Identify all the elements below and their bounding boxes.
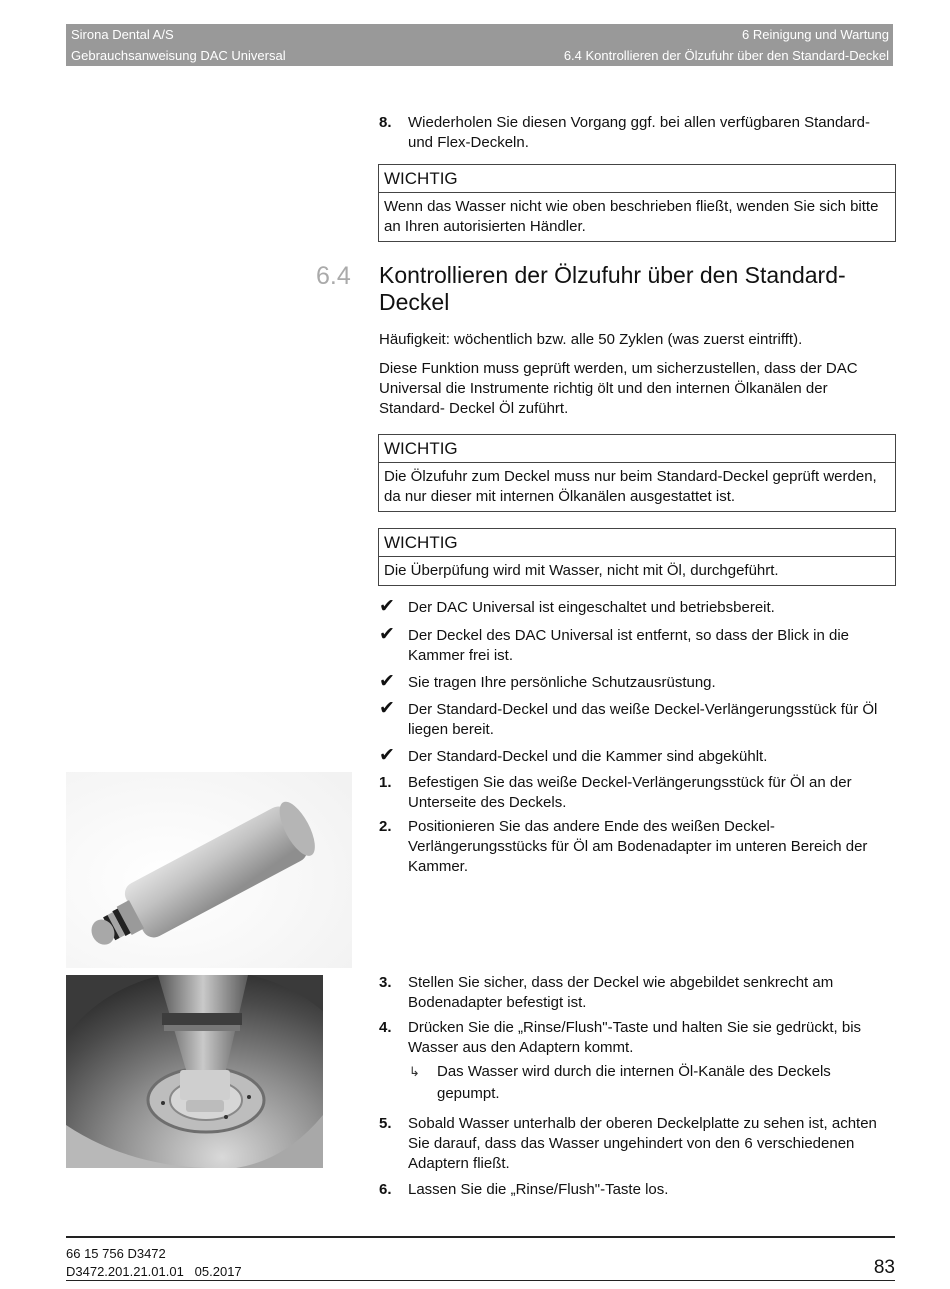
notice-title: WICHTIG <box>379 165 895 193</box>
notice-title: WICHTIG <box>379 435 895 463</box>
result-arrow-icon: ↳ <box>409 1064 420 1079</box>
check-icon: ✔ <box>379 745 395 766</box>
footer-doc-number: 66 15 756 D3472 <box>66 1246 166 1261</box>
notice-title: WICHTIG <box>379 529 895 557</box>
step-number: 6. <box>379 1181 392 1198</box>
result-text: Das Wasser wird durch die internen Öl-Kanäle des Deckels gepumpt. <box>437 1063 831 1102</box>
step-number: 5. <box>379 1115 392 1132</box>
check-icon: ✔ <box>379 671 395 692</box>
step-number: 4. <box>379 1019 392 1036</box>
step-text: Positionieren Sie das andere Ende des weißen Deckel-Verlängerungsstücks für Öl am Bodenadapter im unteren Bereich der Kammer. <box>408 818 868 875</box>
extension-piece-image <box>66 772 352 968</box>
notice-box <box>378 434 896 512</box>
section-number: 6.4 <box>316 262 351 290</box>
step-text: Drücken Sie die „Rinse/Flush"-Taste und halten Sie sie gedrückt, bis Wasser aus den Adaptern kommt. <box>408 1019 862 1056</box>
check-icon: ✔ <box>379 698 395 719</box>
step-text: Sobald Wasser unterhalb der oberen Deckelplatte zu sehen ist, achten Sie darauf, dass das Wasser ungehindert von den 6 verschiedenen Adaptern fließt. <box>408 1115 877 1172</box>
footer-doc-version: D3472.201.21.01.01 05.2017 <box>66 1264 242 1279</box>
section-title: Kontrollieren der Ölzufuhr über den Standard-Deckel <box>379 262 846 315</box>
header-chapter: 6 Reinigung und Wartung <box>742 27 889 42</box>
check-text: Der Standard-Deckel und das weiße Deckel-Verlängerungsstück für Öl liegen bereit. <box>408 701 878 738</box>
header-section: 6.4 Kontrollieren der Ölzufuhr über den Standard-Deckel <box>563 48 889 63</box>
step-number: 3. <box>379 974 392 991</box>
header-manual: Gebrauchsanweisung DAC Universal <box>71 48 286 63</box>
notice-body: Die Ölzufuhr zum Deckel muss nur beim Standard-Deckel geprüft werden, da nur dieser mit internen Ölkanälen ausgestattet ist. <box>384 468 877 505</box>
check-text: Der DAC Universal ist eingeschaltet und betriebsbereit. <box>408 599 775 616</box>
step-text: Befestigen Sie das weiße Deckel-Verlängerungsstück für Öl an der Unterseite des Deckels. <box>408 774 852 811</box>
header-company: Sirona Dental A/S <box>71 27 174 42</box>
page-number: 83 <box>873 1257 895 1278</box>
step-text: Wiederholen Sie diesen Vorgang ggf. bei allen verfügbaren Standard- und Flex-Deckeln. <box>408 114 870 151</box>
check-text: Der Standard-Deckel und die Kammer sind abgekühlt. <box>408 748 768 765</box>
intro-paragraph: Diese Funktion muss geprüft werden, um sicherzustellen, dass der DAC Universal die Instrumente richtig ölt und den internen Ölkanälen der Standard- Deckel Öl zuführt. <box>379 360 858 417</box>
notice-body: Die Überpüfung wird mit Wasser, nicht mit Öl, durchgeführt. <box>384 562 779 579</box>
check-icon: ✔ <box>379 596 395 617</box>
footer-bottom-rule <box>66 1280 895 1281</box>
step-text: Lassen Sie die „Rinse/Flush"-Taste los. <box>408 1181 669 1198</box>
step-number: 1. <box>379 774 392 791</box>
check-icon: ✔ <box>379 624 395 645</box>
step-text: Stellen Sie sicher, dass der Deckel wie abgebildet senkrecht am Bodenadapter befestigt ist. <box>408 974 834 1011</box>
notice-box <box>378 164 896 242</box>
step-number: 8. <box>379 114 392 131</box>
footer-divider <box>66 1236 895 1238</box>
step-number: 2. <box>379 818 392 835</box>
check-text: Sie tragen Ihre persönliche Schutzausrüstung. <box>408 674 716 691</box>
chamber-photo <box>66 975 323 1168</box>
notice-box <box>378 528 896 586</box>
page-header <box>66 24 893 66</box>
frequency-paragraph: Häufigkeit: wöchentlich bzw. alle 50 Zyklen (was zuerst eintrifft). <box>379 331 803 348</box>
notice-body: Wenn das Wasser nicht wie oben beschrieben fließt, wenden Sie sich bitte an Ihren autorisierten Händler. <box>384 198 879 235</box>
check-text: Der Deckel des DAC Universal ist entfernt, so dass der Blick in die Kammer frei ist. <box>408 627 850 664</box>
